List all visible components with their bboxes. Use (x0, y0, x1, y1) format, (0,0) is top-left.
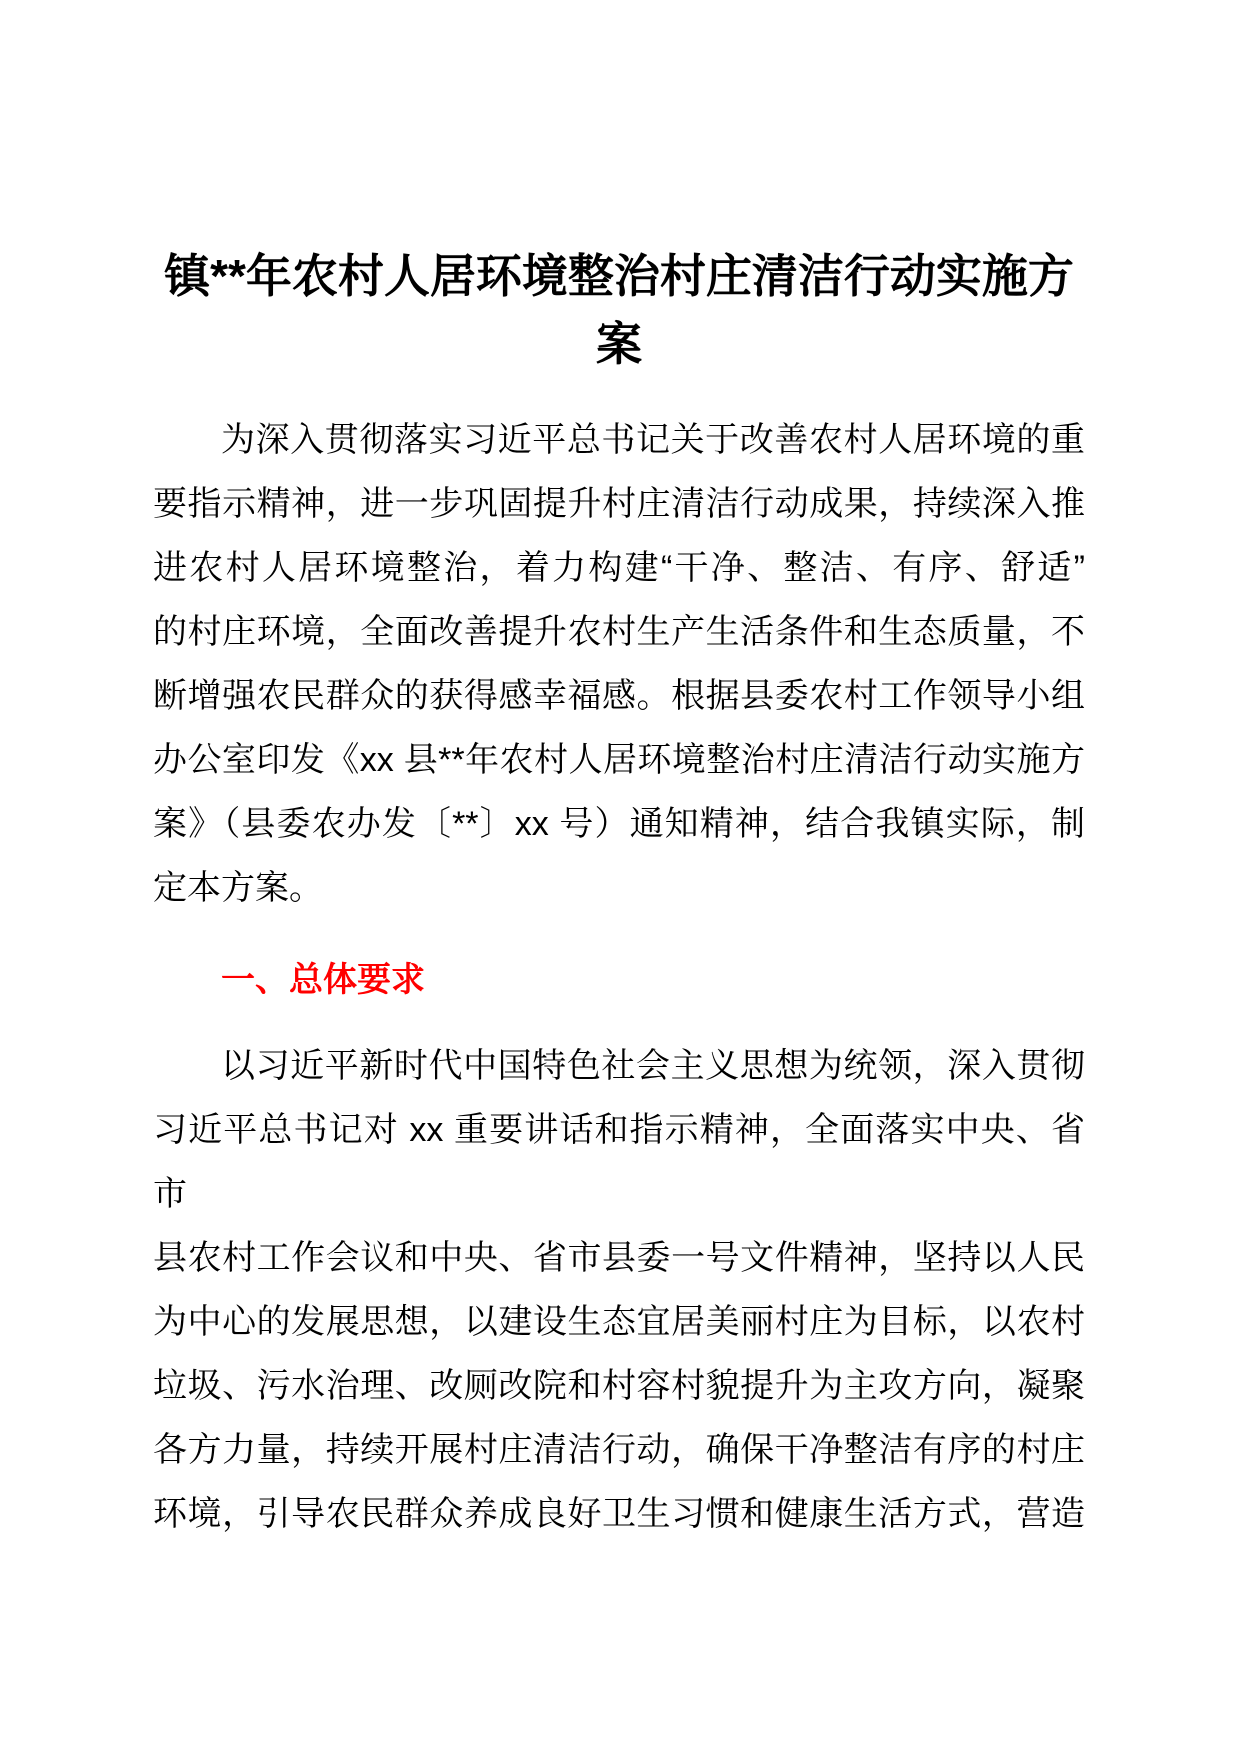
text-line: 案》（县委农办发〔**〕xx 号）通知精神，结合我镇实际，制 (153, 805, 1085, 843)
section-heading-1: 一、总体要求 (221, 961, 425, 999)
intro-paragraph (153, 408, 1085, 920)
text-line: 案 (596, 318, 642, 370)
text-line: 的村庄环境，全面改善提升农村生产生活条件和生态质量，不 (153, 613, 1085, 651)
text-line: 要指示精神，进一步巩固提升村庄清洁行动成果，持续深入推 (153, 485, 1085, 523)
text-line: 以习近平新时代中国特色社会主义思想为统领，深入贯彻 (221, 1047, 1085, 1085)
text-line: 办公室印发《xx 县**年农村人居环境整治村庄清洁行动实施方 (153, 741, 1085, 779)
text-line: 定本方案。 (153, 869, 323, 907)
text-line: 县农村工作会议和中央、省市县委一号文件精神，坚持以人民 (153, 1239, 1085, 1277)
text-line: 为深入贯彻落实习近平总书记关于改善农村人居环境的重 (221, 421, 1085, 459)
document-title (153, 242, 1085, 378)
text-line: 断增强农民群众的获得感幸福感。根据县委农村工作领导小组 (153, 677, 1085, 715)
text-line: 垃圾、污水治理、改厕改院和村容村貌提升为主攻方向，凝聚 (153, 1367, 1085, 1405)
text-line: 为中心的发展思想，以建设生态宜居美丽村庄为目标，以农村 (153, 1303, 1085, 1341)
text-line: 镇**年农村人居环境整治村庄清洁行动实施方 (164, 250, 1074, 302)
text-line: 各方力量，持续开展村庄清洁行动，确保干净整洁有序的村庄 (153, 1431, 1085, 1469)
text-line: 环境，引导农民群众养成良好卫生习惯和健康生活方式，营造 (153, 1495, 1085, 1533)
section-1-paragraph (153, 1034, 1085, 1546)
text-line: 习近平总书记对 xx 重要讲话和指示精神，全面落实中央、省市 (153, 1111, 1085, 1213)
text-line: 进农村人居环境整治，着力构建“干净、整洁、有序、舒适” (153, 549, 1085, 587)
